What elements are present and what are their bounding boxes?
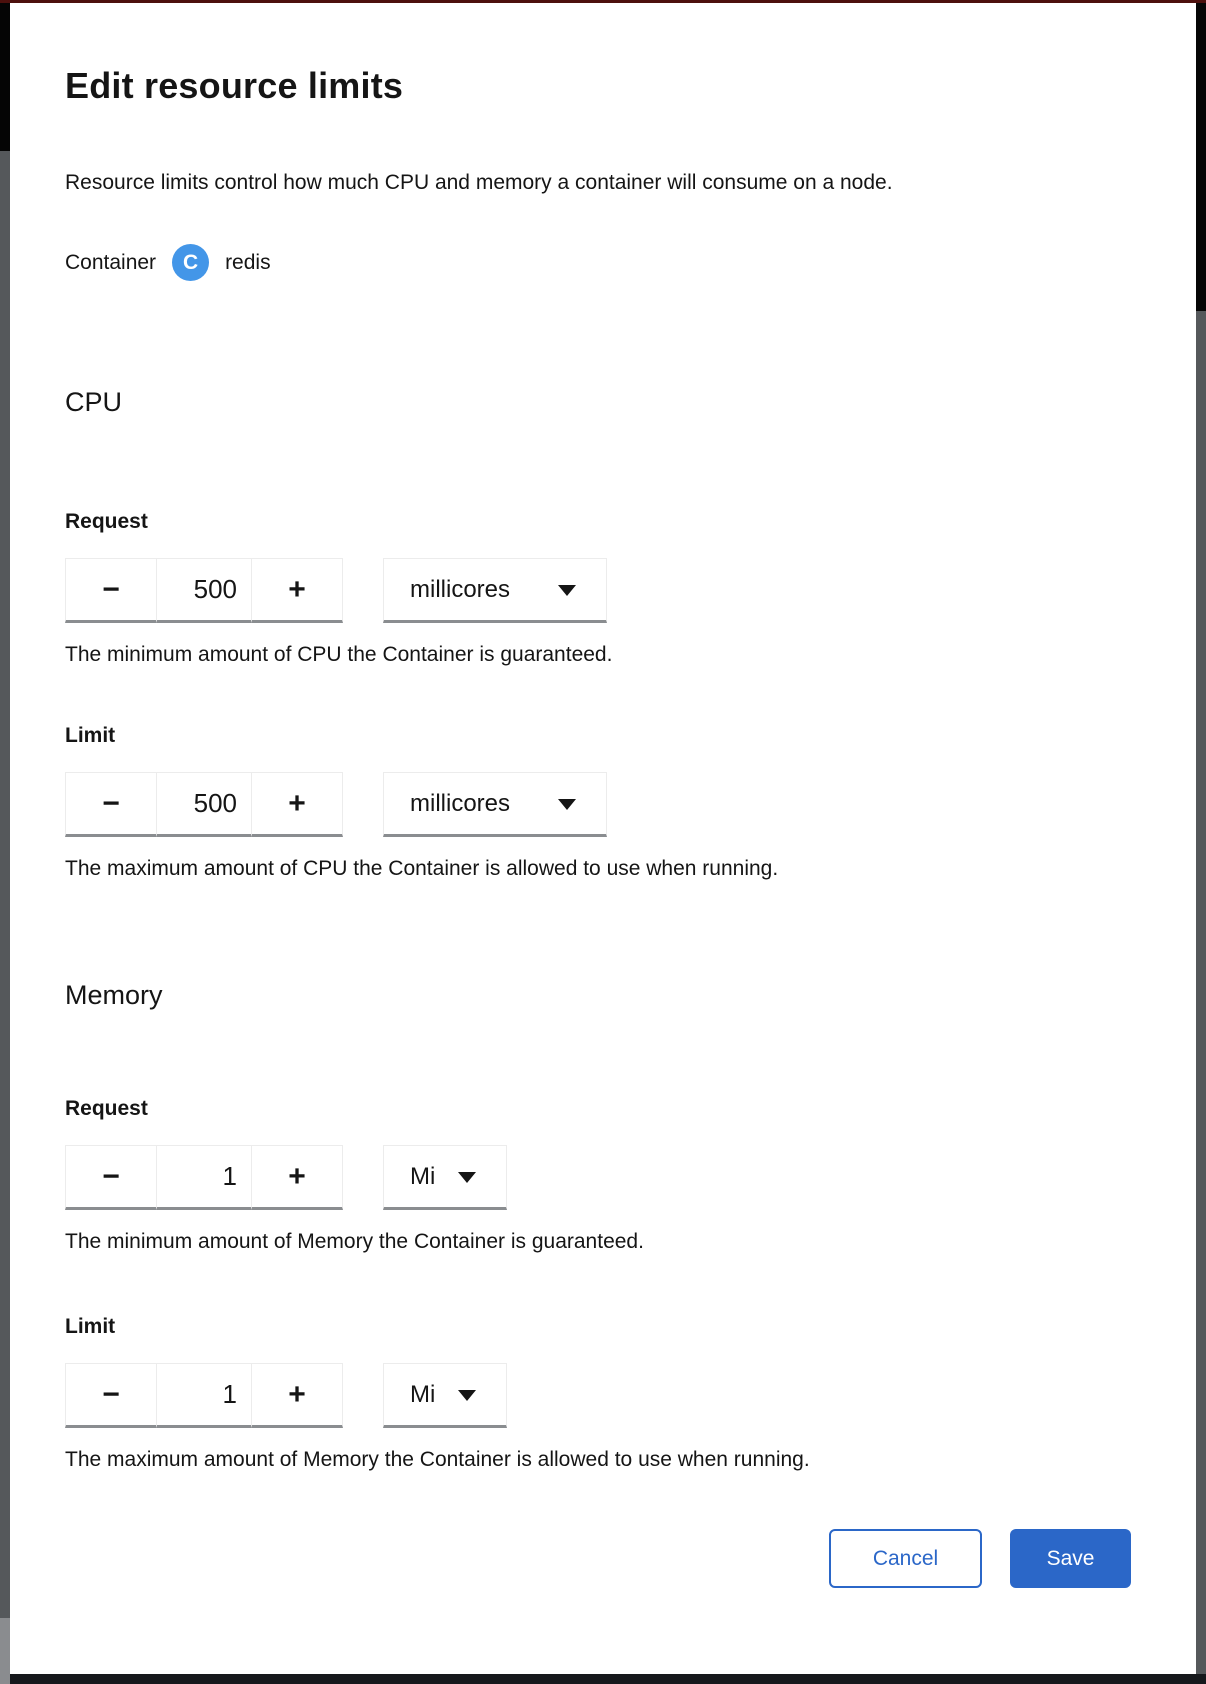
- save-button[interactable]: Save: [1010, 1529, 1131, 1588]
- container-row: [65, 244, 1141, 281]
- cpu-limit-increment-button[interactable]: +: [251, 772, 343, 837]
- memory-limit-row: [65, 1363, 1141, 1428]
- memory-limit-decrement-button[interactable]: −: [65, 1363, 157, 1428]
- cpu-request-unit-value: millicores: [410, 575, 511, 603]
- cpu-request-label: Request: [65, 510, 148, 533]
- modal-description: Resource limits control how much CPU and memory a container will consume on a node.: [65, 171, 893, 194]
- cpu-limit-helper-text: The maximum amount of CPU the Container is allowed to use when running.: [65, 857, 779, 880]
- cpu-request-decrement-button[interactable]: −: [65, 558, 157, 623]
- container-name: redis: [225, 250, 271, 274]
- cpu-limit-spinner: [65, 772, 343, 837]
- memory-request-decrement-button[interactable]: −: [65, 1145, 157, 1210]
- chevron-down-icon: [458, 1172, 476, 1183]
- section-heading-memory: Memory: [65, 980, 163, 1010]
- cpu-limit-value-input[interactable]: [157, 772, 251, 837]
- cpu-limit-unit-value: millicores: [410, 789, 511, 817]
- memory-request-label: Request: [65, 1097, 148, 1120]
- memory-limit-value-input[interactable]: [157, 1363, 251, 1428]
- cpu-limit-decrement-button[interactable]: −: [65, 772, 157, 837]
- memory-request-row: [65, 1145, 1141, 1210]
- memory-request-value-input[interactable]: [157, 1145, 251, 1210]
- modal-footer: [65, 1529, 1141, 1588]
- edit-resource-limits-modal: [10, 3, 1196, 1674]
- memory-request-helper-text: The minimum amount of Memory the Container is guaranteed.: [65, 1230, 644, 1253]
- cpu-request-value-input[interactable]: [157, 558, 251, 623]
- memory-request-increment-button[interactable]: +: [251, 1145, 343, 1210]
- memory-limit-increment-button[interactable]: +: [251, 1363, 343, 1428]
- cpu-request-row: [65, 558, 1141, 623]
- cancel-button[interactable]: Cancel: [829, 1529, 982, 1588]
- memory-limit-spinner: [65, 1363, 343, 1428]
- section-heading-cpu: CPU: [65, 387, 123, 417]
- cpu-request-unit-select[interactable]: [383, 558, 607, 623]
- memory-request-unit-value: Mi: [410, 1162, 436, 1190]
- memory-limit-unit-value: Mi: [410, 1380, 436, 1408]
- memory-request-spinner: [65, 1145, 343, 1210]
- cpu-request-increment-button[interactable]: +: [251, 558, 343, 623]
- cpu-limit-row: [65, 772, 1141, 837]
- backdrop-left-edge: [0, 3, 10, 1684]
- chevron-down-icon: [558, 799, 576, 810]
- modal-title: Edit resource limits: [65, 65, 404, 106]
- memory-limit-unit-select[interactable]: [383, 1363, 507, 1428]
- memory-limit-label: Limit: [65, 1315, 116, 1338]
- cpu-limit-unit-select[interactable]: [383, 772, 607, 837]
- container-label: Container: [65, 250, 157, 274]
- chevron-down-icon: [458, 1390, 476, 1401]
- chevron-down-icon: [558, 585, 576, 596]
- container-badge-icon: C: [172, 244, 209, 281]
- cpu-request-spinner: [65, 558, 343, 623]
- backdrop-bottom-band: [10, 1674, 1206, 1684]
- memory-limit-helper-text: The maximum amount of Memory the Container is allowed to use when running.: [65, 1448, 810, 1471]
- memory-request-unit-select[interactable]: [383, 1145, 507, 1210]
- backdrop-right-edge: [1196, 3, 1206, 1684]
- cpu-request-helper-text: The minimum amount of CPU the Container is guaranteed.: [65, 643, 613, 666]
- cpu-limit-label: Limit: [65, 724, 116, 747]
